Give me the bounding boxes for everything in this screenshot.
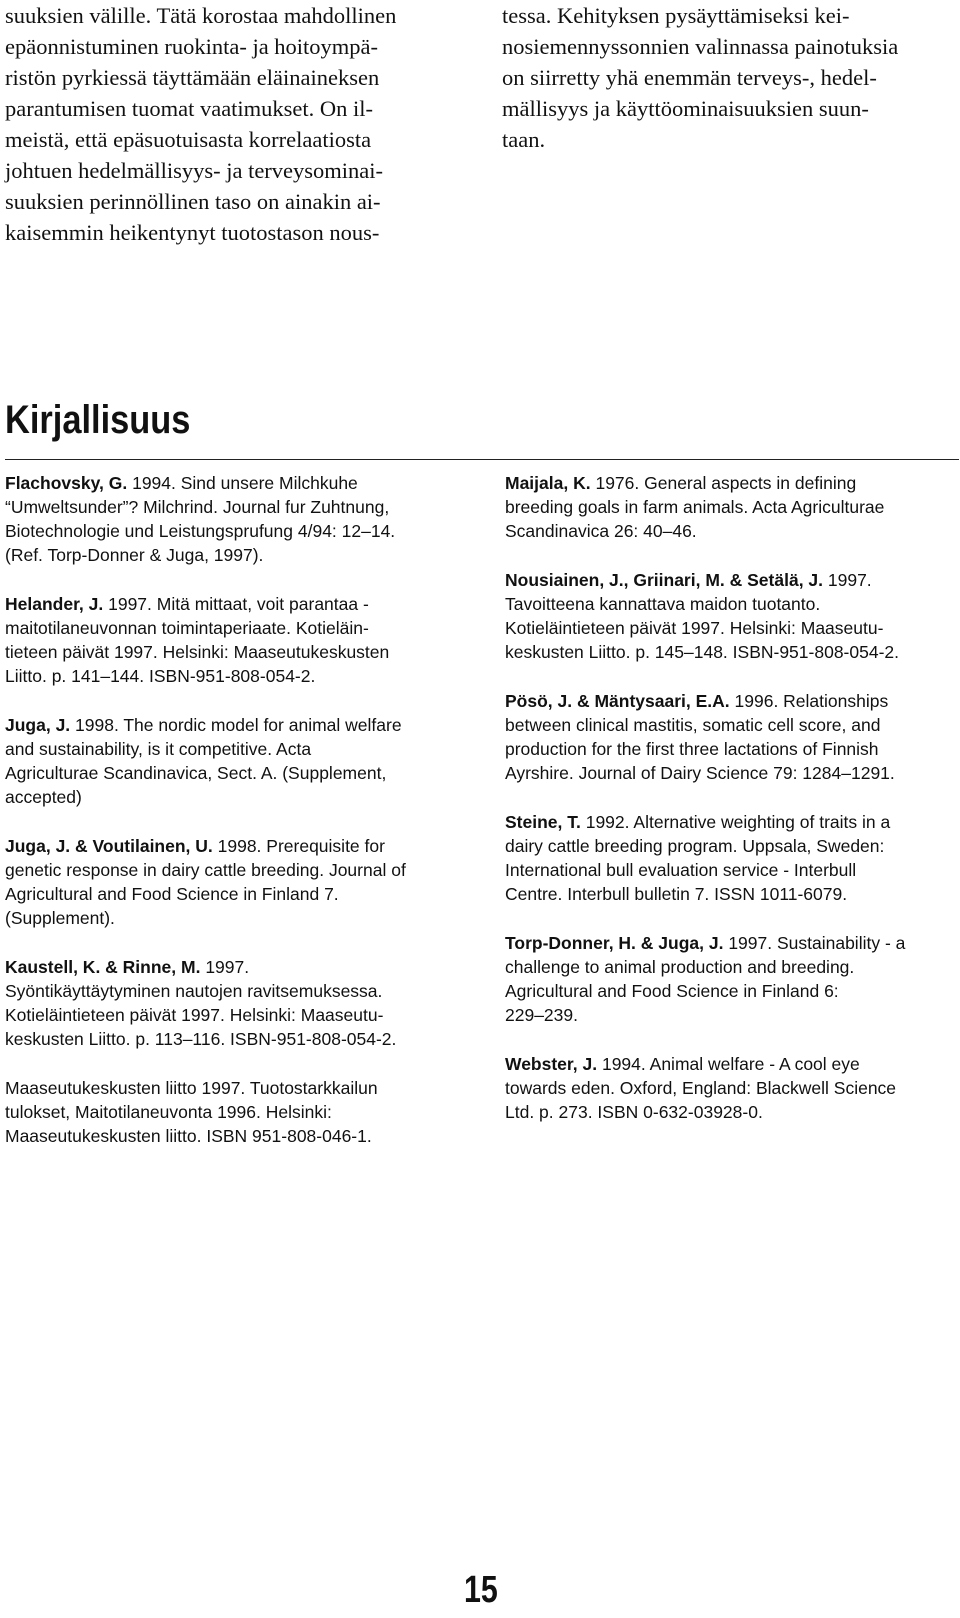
body-line: ristön pyrkiessä täyttämään eläinaineksen (5, 65, 380, 90)
body-line: johtuen hedelmällisyys- ja terveysominai- (5, 158, 384, 183)
reference-text: 1997. (823, 570, 872, 590)
reference-text: dairy cattle breeding program. Uppsala, Sweden: (505, 836, 885, 856)
reference-text: Agricultural and Food Science in Finland 6: (505, 981, 839, 1001)
reference-text: Scandinavica 26: 40–46. (505, 521, 697, 541)
body-line: suuksien perinnöllinen taso on ainakin ai- (5, 189, 381, 214)
body-text-left-column (5, 0, 460, 248)
references-right-column (505, 471, 957, 1149)
reference-text: Kotieläintieteen päivät 1997. Helsinki: Maaseutu- (5, 1005, 384, 1025)
body-line: suuksien välille. Tätä korostaa mahdollinen (5, 3, 397, 28)
reference-entry (5, 1076, 463, 1148)
reference-text: 1997. Sustainability - a (723, 933, 906, 953)
reference-author: Juga, J. & Voutilainen, U. (5, 836, 213, 856)
references-left-column (5, 471, 463, 1173)
section-heading: Kirjallisuus (5, 398, 191, 442)
reference-entry (505, 471, 957, 543)
reference-author: Nousiainen, J., Griinari, M. & Setälä, J. (505, 570, 824, 590)
reference-text: keskusten Liitto. p. 113–116. ISBN-951-808-054-2. (5, 1029, 397, 1049)
reference-entry (505, 1052, 957, 1124)
reference-text: towards eden. Oxford, England: Blackwell Science (505, 1078, 897, 1098)
reference-text: tieteen päivät 1997. Helsinki: Maaseutukeskusten (5, 642, 390, 662)
reference-text: genetic response in dairy cattle breeding. Journal of (5, 860, 406, 880)
body-line: epäonnistuminen ruokinta- ja hoitoympä- (5, 34, 379, 59)
reference-author: Kaustell, K. & Rinne, M. (5, 957, 201, 977)
reference-text: maitotilaneuvonnan toimintaperiaate. Kotieläin- (5, 618, 369, 638)
reference-entry (505, 689, 957, 785)
reference-text: Kotieläintieteen päivät 1997. Helsinki: Maaseutu- (505, 618, 884, 638)
reference-text: between clinical mastitis, somatic cell score, and (505, 715, 881, 735)
reference-text: 1976. General aspects in defining (590, 473, 857, 493)
body-line: on siirretty yhä enemmän terveys-, hedel- (502, 65, 877, 90)
reference-text: Ltd. p. 273. ISBN 0-632-03928-0. (505, 1102, 763, 1122)
reference-text: tulokset, Maitotilaneuvonta 1996. Helsinki: (5, 1102, 332, 1122)
reference-text: 1992. Alternative weighting of traits in a (580, 812, 891, 832)
reference-entry (505, 568, 957, 664)
reference-text: Maaseutukeskusten liitto 1997. Tuotostarkkailun (5, 1078, 378, 1098)
reference-text: 1997. Mitä mittaat, voit parantaa - (103, 594, 369, 614)
reference-text: Agricultural and Food Science in Finland 7. (5, 884, 339, 904)
reference-author: Juga, J. (5, 715, 71, 735)
reference-author: Pösö, J. & Mäntysaari, E.A. (505, 691, 730, 711)
reference-text: keskusten Liitto. p. 145–148. ISBN-951-808-054-2. (505, 642, 899, 662)
body-line: mällisyys ja käyttöominaisuuksien suun- (502, 96, 869, 121)
body-line: tessa. Kehityksen pysäyttämiseksi kei- (502, 3, 850, 28)
reference-author: Webster, J. (505, 1054, 598, 1074)
heading-divider (5, 459, 959, 460)
reference-text: Centre. Interbull bulletin 7. ISSN 1011-6079. (505, 884, 848, 904)
reference-text: 1998. The nordic model for animal welfare (70, 715, 402, 735)
reference-entry (5, 471, 463, 567)
reference-text: “Umweltsunder”? Milchrind. Journal fur Zuhtnung, (5, 497, 390, 517)
reference-text: Syöntikäyttäytyminen nautojen ravitsemuksessa. (5, 981, 383, 1001)
reference-author: Maijala, K. (505, 473, 591, 493)
reference-text: Tavoitteena kannattava maidon tuotanto. (505, 594, 821, 614)
reference-entry (5, 955, 463, 1051)
body-line: meistä, että epäsuotuisasta korrelaatiosta (5, 127, 372, 152)
body-line: nosiemennyssonnien valinnassa painotuksia (502, 34, 899, 59)
reference-author: Steine, T. (505, 812, 581, 832)
reference-text: 1997. (200, 957, 250, 977)
reference-entry (5, 713, 463, 809)
reference-entry (505, 810, 957, 906)
reference-text: Biotechnologie und Leistungsprufung 4/94: 12–14. (5, 521, 396, 541)
reference-text: International bull evaluation service - Interbull (505, 860, 857, 880)
reference-entry (505, 931, 957, 1027)
page-number: 15 (464, 1569, 498, 1611)
body-text-right-column (502, 0, 957, 155)
reference-text: 1998. Prerequisite for (212, 836, 385, 856)
reference-author: Helander, J. (5, 594, 104, 614)
body-line: kaisemmin heikentynyt tuotostason nous- (5, 220, 380, 245)
body-line: taan. (502, 127, 546, 152)
reference-text: accepted) (5, 787, 82, 807)
reference-text: production for the first three lactations of Finnish (505, 739, 879, 759)
reference-text: Liitto. p. 141–144. ISBN-951-808-054-2. (5, 666, 316, 686)
reference-entry (5, 834, 463, 930)
reference-text: Maaseutukeskusten liitto. ISBN 951-808-046-1. (5, 1126, 372, 1146)
reference-text: Agriculturae Scandinavica, Sect. A. (Supplement, (5, 763, 387, 783)
reference-text: (Supplement). (5, 908, 115, 928)
reference-text: 1994. Animal welfare - A cool eye (597, 1054, 860, 1074)
body-line: parantumisen tuomat vaatimukset. On il- (5, 96, 374, 121)
reference-author: Flachovsky, G. (5, 473, 128, 493)
reference-text: 1994. Sind unsere Milchkuhe (127, 473, 358, 493)
reference-text: (Ref. Torp-Donner & Juga, 1997). (5, 545, 264, 565)
reference-text: 1996. Relationships (729, 691, 889, 711)
reference-text: Ayrshire. Journal of Dairy Science 79: 1284–1291. (505, 763, 895, 783)
reference-text: 229–239. (505, 1005, 578, 1025)
reference-text: and sustainability, is it competitive. Acta (5, 739, 312, 759)
reference-text: challenge to animal production and breeding. (505, 957, 855, 977)
reference-entry (5, 592, 463, 688)
reference-author: Torp-Donner, H. & Juga, J. (505, 933, 724, 953)
reference-text: breeding goals in farm animals. Acta Agriculturae (505, 497, 885, 517)
